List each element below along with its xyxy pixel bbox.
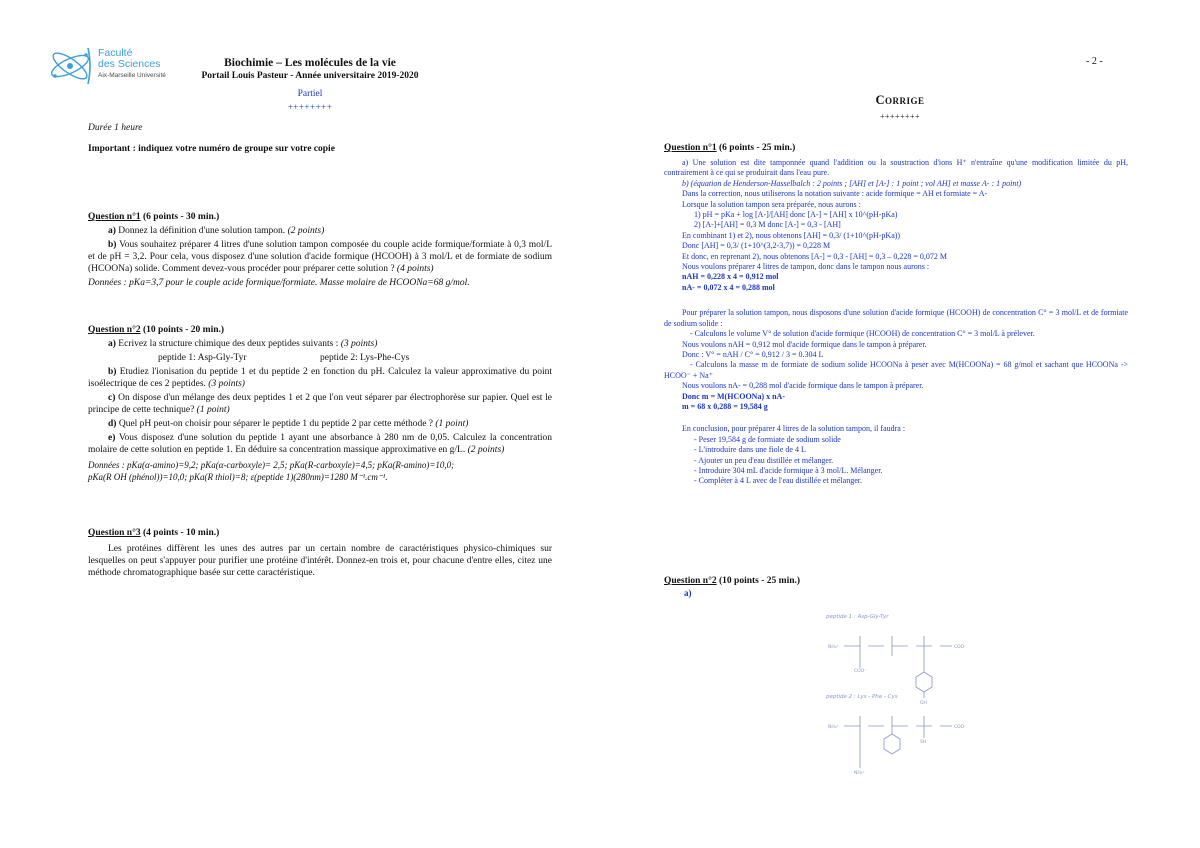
question-1a-points: (2 points) — [287, 226, 325, 236]
conclusion-step-4: - Introduire 304 mL d'acide formique à 3 mol/L. Mélanger. — [694, 465, 883, 475]
correction-q1-conclusion: En conclusion, pour préparer 4 litres de la solution tampon, il faudra : — [682, 424, 906, 434]
question-3-text: Les protéines diffèrent les unes des autres par un certain nombre de caractéristiques physico-chimiques sur lesquelles on peut s'appuyer pour purifier une protéine d'intérêt. Donnez-en trois et, pour chacune d'entre elles, citez une méthode chromatographique basée sur cette caractéristique. — [88, 544, 552, 578]
question-2d-label: d) — [108, 419, 117, 429]
question-2-data-line-1: Données : pKa(α-amino)=9,2; pKa(α-carboxyle)= 2,5; pKa(R-carboxyle)=4,5; pKa(R-amino)=10,0; — [88, 460, 455, 470]
question-3-block — [88, 527, 552, 579]
question-2a-label: a) — [108, 339, 116, 349]
exam-type: Partiel — [297, 89, 323, 99]
correction-q1-para-6: Nous voulons nA- = 0,288 mol d'acide formique dans le tampon à préparer. — [682, 381, 924, 391]
question-1b — [88, 239, 552, 275]
svg-text:COO⁻: COO⁻ — [854, 669, 867, 674]
svg-text:NH₃⁺: NH₃⁺ — [854, 771, 865, 776]
question-2c-points: (1 point) — [196, 405, 230, 415]
conclusion-step-2: - L'introduire dans une fiole de 4 L — [694, 445, 806, 455]
question-2e-points: (2 points) — [467, 445, 505, 455]
question-2a — [88, 338, 552, 350]
peptides-line — [88, 350, 552, 364]
peptide-2: peptide 2: Lys-Phe-Cys — [320, 353, 410, 363]
question-2e-text: Vous disposez d'une solution du peptide 1 ayant une absorbance à 280 nm de 0,05. Calculez la concentration molaire de cette solution en peptide 1. En déduire sa concentration massique approximative en g/L. — [88, 433, 552, 455]
correction-q1-para-2: - Calculons le volume V° de solution d'acide formique (HCOOH) de concentration C° = 3 mol/L à prélever. — [690, 329, 1035, 339]
corrige-title: Corrige — [875, 93, 925, 107]
faculty-logo — [48, 46, 188, 86]
question-3-heading — [88, 527, 552, 539]
question-2a-points: (3 points) — [340, 339, 378, 349]
atom-logo-icon — [48, 46, 94, 86]
correction-q1-points: (6 points - 25 min.) — [719, 143, 796, 153]
correction-q1-line-3: 1) pH = pKa + log [A-]/[AH] donc [A-] = [AH] x 10^(pH-pKa) — [694, 210, 898, 220]
question-2a-text: Ecrivez la structure chimique des deux peptides suivants : — [115, 339, 341, 349]
correction-q1-para-7: Donc m = M(HCOONa) x nA- — [682, 391, 785, 401]
correction-q1-line-1: Dans la correction, nous utiliserons la notation suivante : acide formique = AH et formiate = A- — [682, 189, 988, 199]
logo-text — [98, 48, 166, 81]
question-1a-label: a) — [108, 226, 116, 236]
question-1-title: Question n°1 — [88, 212, 141, 222]
page-number: - 2 - — [1086, 56, 1103, 67]
correction-q1-para-1: Pour préparer la solution tampon, nous disposons d'une solution d'acide formique (HCOOH) de concentration C° = 3 mol/L et de formiate de sodium solide : — [664, 308, 1128, 328]
question-2-heading — [88, 324, 552, 336]
sketch-label-peptide-2: peptide 2 : Lys - Phe - Cys — [826, 694, 898, 700]
question-2d — [88, 418, 552, 430]
question-2-points: (10 points - 20 min.) — [143, 325, 225, 335]
svg-text:NH₃⁺: NH₃⁺ — [828, 725, 839, 730]
correction-q1-line-7: Et donc, en reprenant 2), nous obtenons [A-] = 0,3 - [AH] = 0,3 – 0,228 = 0,072 M — [682, 251, 948, 261]
question-2b — [88, 366, 552, 390]
logo-line-3: Aix-Marseille Université — [98, 72, 166, 79]
svg-text:COO⁻: COO⁻ — [954, 725, 967, 730]
question-2b-points: (3 points) — [208, 379, 245, 389]
conclusion-step-5: - Compléter à 4 L avec de l'eau distillée et mélanger. — [694, 476, 862, 486]
correction-q1-para-4: Donc : V° = nAH / C° = 0,912 / 3 = 0.304 L — [682, 349, 824, 359]
correction-q1-line-8: Nous voulons préparer 4 litres de tampon, donc dans le tampon nous aurons : — [682, 262, 930, 272]
correction-q1-line-9: nAH = 0,228 x 4 = 0,912 mol — [682, 272, 779, 282]
correction-q1-para-3: Nous voulons nAH = 0,912 mol d'acide formique dans le tampon à préparer. — [682, 339, 927, 349]
question-3-points: (4 points - 10 min.) — [143, 528, 220, 538]
correction-q1-line-4: 2) [A-]+[AH] = 0,3 M donc [A-] = 0,3 - [AH] — [694, 220, 841, 230]
sketch-label-peptide-1: peptide 1 : Asp-Gly-Tyr — [826, 614, 889, 620]
question-2d-points: (1 point) — [435, 419, 469, 429]
question-2c-text: On dispose d'un mélange des deux peptides 1 et 2 que l'on veut séparer par électrophorèse sur papier. Quel est le principe de cette technique? — [88, 393, 552, 415]
question-2c-label: c) — [108, 393, 116, 403]
corrige-separator: ++++++++ — [879, 112, 921, 121]
logo-line-2: des Sciences — [98, 58, 161, 70]
duration: Durée 1 heure — [88, 123, 143, 133]
svg-text:COO⁻: COO⁻ — [954, 645, 967, 650]
correction-question-1 — [664, 142, 1128, 487]
question-1-data: Données : pKa=3,7 pour le couple acide formique/formiate. Masse molaire de HCOONa=68 g/mol. — [88, 278, 470, 288]
important-note: Important : indiquez votre numéro de groupe sur votre copie — [88, 144, 335, 154]
question-2-block — [88, 324, 552, 483]
correction-q1-heading — [664, 142, 1128, 154]
question-1a — [88, 225, 552, 237]
question-2-data-line-2: pKa(R OH (phénol))=10,0; pKa(R thiol)=8; ε(peptide 1)(280nm)=1280 M⁻¹.cm⁻¹. — [88, 472, 388, 482]
correction-q2-heading — [664, 575, 1128, 587]
question-1b-label: b) — [108, 240, 117, 250]
correction-q1-line-6: Donc [AH] = 0,3/ (1+10^(3,2-3,7)) = 0,228 M — [682, 241, 831, 251]
question-1-block — [88, 211, 552, 289]
correction-q1-line-5: En combinant 1) et 2), nous obtenons [AH] = 0,3/ (1+10^(pH-pKa)) — [682, 230, 901, 240]
correction-q1a: a) Une solution est dite tamponnée quand l'addition ou la soustraction d'ions H⁺ n'entraîne qu'une modification limitée du pH, contrairement à ce qui se produirait dans l'eau pure. — [664, 158, 1128, 178]
question-2-title: Question n°2 — [88, 325, 141, 335]
question-2e-label: e) — [108, 433, 116, 443]
question-1-points: (6 points - 30 min.) — [143, 212, 220, 222]
correction-q1-title: Question n°1 — [664, 143, 717, 153]
conclusion-step-1: - Peser 19,584 g de formiate de sodium solide — [694, 434, 841, 444]
course-subtitle: Portail Louis Pasteur - Année universitaire 2019-2020 — [201, 71, 419, 81]
question-1a-text: Donnez la définition d'une solution tampon. — [115, 226, 288, 236]
correction-q1-line-10: nA- = 0,072 x 4 = 0,288 mol — [682, 282, 775, 292]
course-title: Biochimie – Les molécules de la vie — [224, 57, 396, 69]
question-1b-text: Vous souhaitez préparer 4 litres d'une solution tampon composée du couple acide formique/formiate à 0,3 mol/L et de pH = 3,2. Pour cela, vous disposez d'une solution d'acide formique (HCOOH) à 3 mol/L et de formiate de sodium (HCOONa) solide. Comment devez-vous procéder pour préparer cette solution ? — [88, 240, 552, 274]
question-1-heading — [88, 211, 552, 223]
correction-q2-title: Question n°2 — [664, 576, 717, 586]
question-2b-label: b) — [108, 367, 117, 377]
correction-question-2 — [664, 575, 1128, 599]
correction-q1b: b) (équation de Henderson-Hasselbalch : 2 points ; [AH] et [A-] : 1 point ; vol AH] et masse A- : 1 point) — [682, 178, 1022, 188]
svg-text:OH: OH — [920, 701, 927, 706]
correction-q1-para-5: - Calculons la masse m de formiate de sodium solide HCOONa à peser avec M(HCOONa) = 68 g/mol et sachant que HCOONa -> HCOO⁻ + Na⁺ — [664, 360, 1128, 380]
correction-q1-para-8: m = 68 x 0,288 = 19,584 g — [682, 401, 768, 411]
svg-text:NH₃⁺: NH₃⁺ — [828, 645, 839, 650]
svg-text:SH: SH — [920, 740, 927, 745]
correction-q2a-label: a) — [684, 588, 692, 598]
separator-plus: ++++++++ — [287, 102, 333, 112]
logo-line-1: Faculté — [98, 47, 133, 59]
question-1b-points: (4 points) — [396, 264, 434, 274]
question-2d-text: Quel pH peut-on choisir pour séparer le peptide 1 du peptide 2 par cette méthode ? — [116, 419, 436, 429]
correction-q2-points: (10 points - 25 min.) — [719, 576, 801, 586]
conclusion-step-3: - Ajouter un peu d'eau distillée et mélanger. — [694, 455, 834, 465]
correction-q1-line-2: Lorsque la solution tampon sera préparée, nous aurons : — [682, 199, 861, 209]
question-3-title: Question n°3 — [88, 528, 141, 538]
question-2c — [88, 392, 552, 416]
question-2e — [88, 432, 552, 456]
peptide-1: peptide 1: Asp-Gly-Tyr — [158, 353, 247, 363]
question-2b-text: Etudiez l'ionisation du peptide 1 et du peptide 2 en fonction du pH. Calculez la valeur approximative du point isoélectrique de ces 2 peptides. — [88, 367, 552, 389]
